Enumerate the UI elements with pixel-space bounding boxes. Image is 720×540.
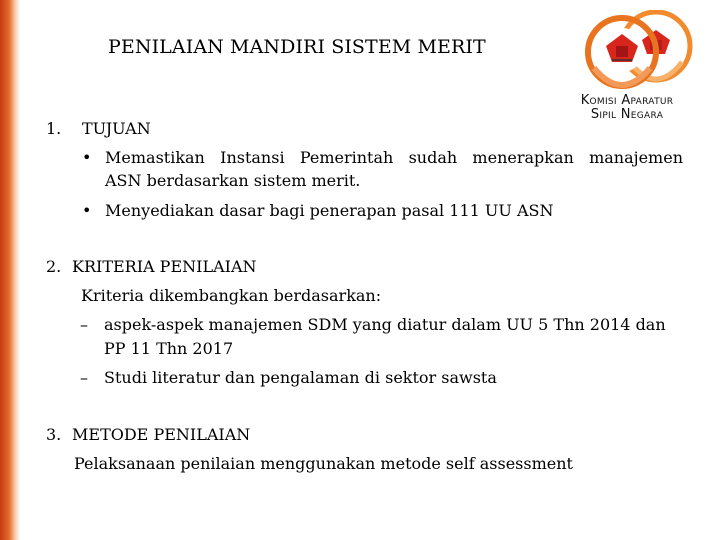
section-heading: METODE PENILAIAN	[72, 425, 251, 444]
section-heading-kriteria	[46, 256, 257, 278]
section-number: 3.	[46, 425, 62, 444]
slide-title: PENILAIAN MANDIRI SISTEM MERIT	[108, 36, 486, 58]
logo-wordmark	[562, 94, 692, 122]
slide-accent-bar	[0, 0, 20, 540]
logo-line-1: Komisi Aparatur	[580, 93, 674, 108]
bullet-text-continued: PP 11 Thn 2017	[104, 339, 234, 358]
bullet-text: Memastikan Instansi Pemerintah sudah menerapkan manajemen	[105, 148, 683, 167]
section-number: 2.	[46, 257, 62, 276]
section-heading: KRITERIA PENILAIAN	[72, 257, 257, 276]
dash-marker: –	[80, 315, 88, 334]
bullet-text-continued: ASN berdasarkan sistem merit.	[105, 171, 361, 190]
section-number: 1.	[46, 119, 62, 138]
section-intro: Kriteria dikembangkan berdasarkan:	[81, 286, 382, 305]
bullet-text: aspek-aspek manajemen SDM yang diatur dalam UU 5 Thn 2014 dan	[104, 315, 666, 334]
bullet-marker: •	[82, 201, 92, 220]
section-heading-metode	[46, 424, 250, 446]
dash-marker: –	[80, 368, 88, 387]
garuda-emblem-icon	[582, 10, 696, 92]
kasn-logo	[552, 10, 702, 122]
section-heading-tujuan	[46, 118, 151, 140]
logo-line-2: Sipil Negara	[590, 107, 664, 122]
bullet-marker: •	[82, 148, 92, 167]
bullet-text: Studi literatur dan pengalaman di sektor sawsta	[104, 368, 497, 387]
section-heading: TUJUAN	[82, 119, 151, 138]
bullet-text: Menyediakan dasar bagi penerapan pasal 111 UU ASN	[105, 201, 554, 220]
section-body: Pelaksanaan penilaian menggunakan metode self assessment	[74, 454, 573, 473]
